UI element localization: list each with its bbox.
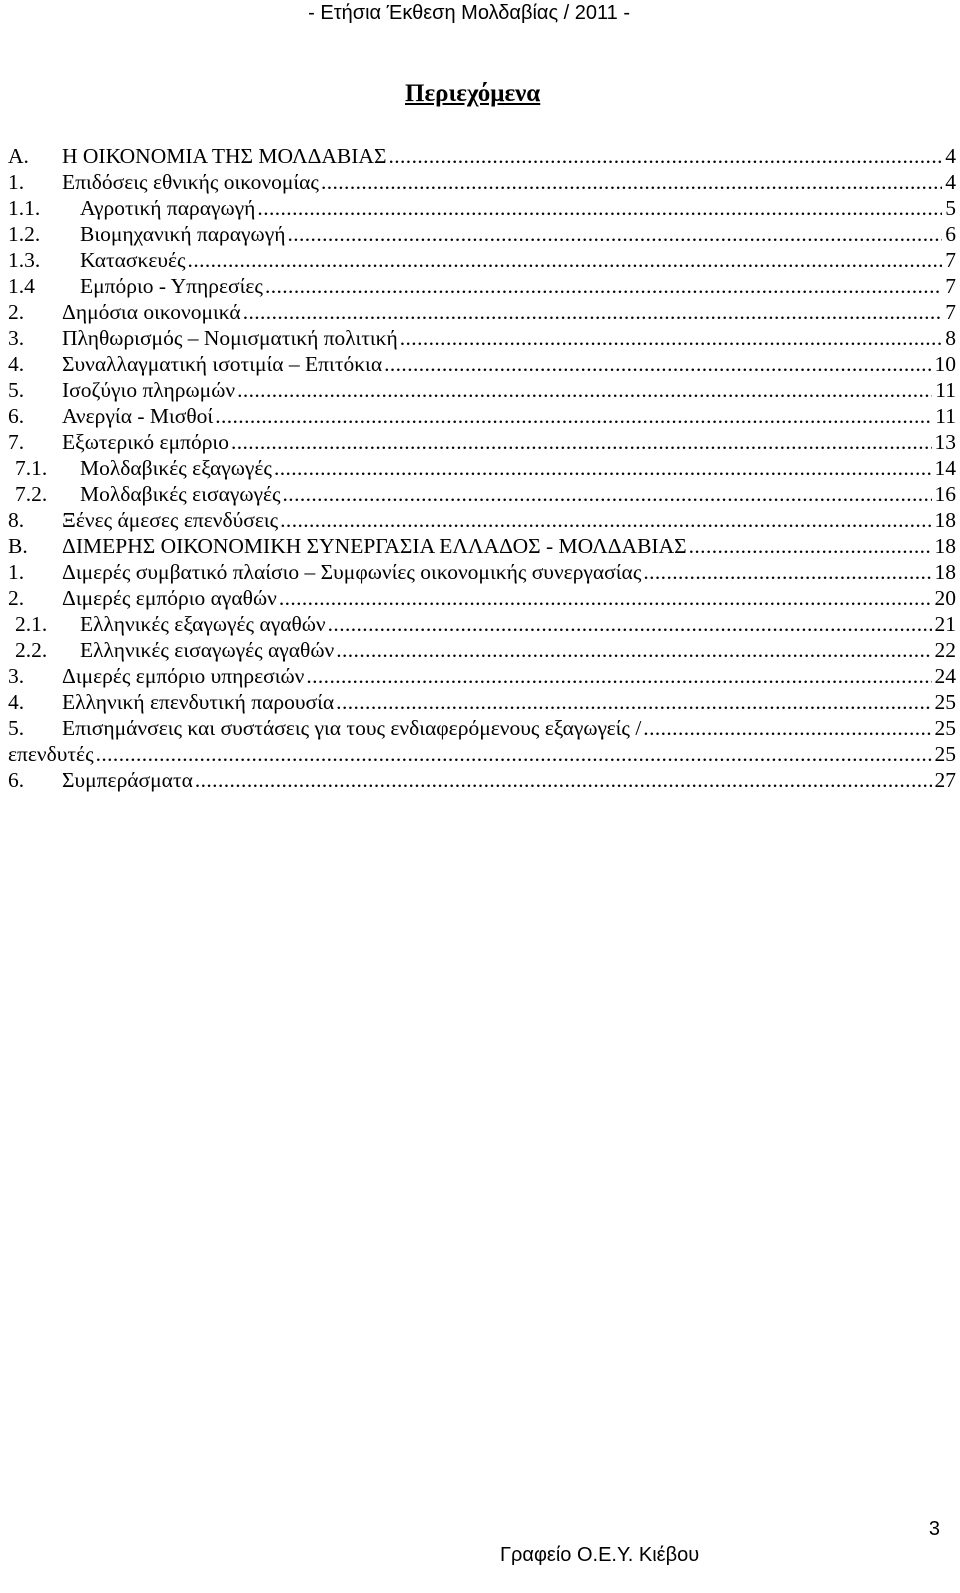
- toc-dot-leader: [643, 715, 931, 741]
- toc-dot-leader: [265, 273, 942, 299]
- toc-entry-line: [80, 637, 956, 663]
- toc-entry-page: 18: [934, 560, 956, 584]
- toc-entry-page: 13: [934, 430, 956, 454]
- toc-entry-page: 25: [934, 716, 956, 740]
- toc-entry-title: Ελληνικές εισαγωγές αγαθών: [80, 638, 335, 662]
- toc-entry-title: Πληθωρισμός – Νομισματική πολιτική: [62, 326, 398, 350]
- toc-entry[interactable]: [8, 351, 956, 377]
- toc-entry-page: 21: [934, 612, 956, 636]
- toc-entry-number: 6.: [8, 404, 25, 428]
- toc-entry[interactable]: [8, 455, 956, 481]
- toc-dot-leader: [328, 611, 932, 637]
- footer-office: Γραφείο Ο.Ε.Υ. Κιέβου: [500, 1544, 700, 1566]
- toc-entry-page: 14: [934, 456, 956, 480]
- toc-entry-number: 8.: [8, 508, 25, 532]
- toc-entry-number: 3.: [8, 664, 25, 688]
- toc-entry-page: 7: [945, 248, 956, 272]
- toc-dot-leader: [237, 377, 932, 403]
- table-of-contents: [8, 143, 956, 793]
- toc-entry-line: [80, 273, 956, 299]
- toc-entry-page: 22: [934, 638, 956, 662]
- toc-entry-number: 7.: [8, 430, 25, 454]
- toc-dot-leader: [215, 403, 932, 429]
- toc-entry-line: [62, 507, 956, 533]
- toc-entry-page: 27: [934, 768, 956, 792]
- toc-entry-number: 5.: [8, 716, 25, 740]
- toc-entry-page: 10: [934, 352, 956, 376]
- toc-entry-number: 4.: [8, 690, 25, 714]
- toc-entry-number: 3.: [8, 326, 25, 350]
- toc-entry-title: Ανεργία - Μισθοί: [62, 404, 214, 428]
- toc-entry-line: [62, 559, 956, 585]
- toc-entry[interactable]: [8, 637, 956, 663]
- toc-entry[interactable]: [8, 273, 956, 299]
- toc-entry-line: [62, 143, 956, 169]
- toc-entry-number: 1.1.: [8, 196, 41, 220]
- toc-entry-line: [62, 377, 956, 403]
- toc-entry-page: 7: [945, 300, 956, 324]
- toc-entry-page: 8: [945, 326, 956, 350]
- toc-dot-leader: [274, 455, 932, 481]
- toc-entry[interactable]: [8, 507, 956, 533]
- toc-dot-leader: [243, 299, 943, 325]
- toc-entry-number: 1.2.: [8, 222, 41, 246]
- toc-dot-leader: [188, 247, 943, 273]
- toc-entry-line: [62, 689, 956, 715]
- toc-entry-title: Η ΟΙΚΟΝΟΜΙΑ ΤΗΣ ΜΟΛΔΑΒΙΑΣ: [62, 144, 387, 168]
- toc-entry-page: 18: [934, 534, 956, 558]
- toc-entry[interactable]: [8, 195, 956, 221]
- toc-entry-title: ΔΙΜΕΡΗΣ ΟΙΚΟΝΟΜΙΚΗ ΣΥΝΕΡΓΑΣΙΑ ΕΛΛΑΔΟΣ - ΜΟΛΔΑΒΙΑΣ: [62, 534, 687, 558]
- running-header: - Ετήσια Έκθεση Μολδαβίας / 2011 -: [308, 2, 630, 24]
- toc-entry-number: A.: [8, 144, 29, 168]
- toc-entry[interactable]: [8, 559, 956, 585]
- toc-entry-number: 2.2.: [15, 638, 48, 662]
- toc-entry-page: 5: [945, 196, 956, 220]
- toc-entry[interactable]: [8, 221, 956, 247]
- toc-entry-page: 4: [945, 170, 956, 194]
- toc-entry-line: [8, 741, 956, 767]
- toc-dot-leader: [195, 767, 932, 793]
- toc-entry-title: Εξωτερικό εμπόριο: [62, 430, 229, 454]
- toc-entry-title: Ελληνική επενδυτική παρουσία: [62, 690, 335, 714]
- toc-dot-leader: [283, 481, 932, 507]
- toc-entry-title: Διμερές συμβατικό πλαίσιο – Συμφωνίες οικονομικής συνεργασίας: [62, 560, 642, 584]
- toc-entry-page: 24: [934, 664, 956, 688]
- toc-entry-number: 1.: [8, 170, 25, 194]
- toc-entry-page: 25: [934, 742, 956, 766]
- toc-entry-line: [80, 481, 956, 507]
- toc-entry-title: Ξένες άμεσες επενδύσεις: [62, 508, 279, 532]
- toc-entry-number: 1.4: [8, 274, 35, 298]
- toc-dot-leader: [388, 143, 942, 169]
- toc-dot-leader: [96, 741, 932, 767]
- toc-title: Περιεχόμενα: [405, 80, 541, 107]
- toc-entry-page: 18: [934, 508, 956, 532]
- toc-entry-line: [62, 533, 956, 559]
- toc-entry-number: 5.: [8, 378, 25, 402]
- toc-dot-leader: [279, 585, 932, 611]
- toc-entry-line: [62, 169, 956, 195]
- toc-dot-leader: [689, 533, 932, 559]
- toc-entry-line: [62, 715, 956, 741]
- toc-dot-leader: [321, 169, 942, 195]
- toc-entry-title: Δημόσια οικονομικά: [62, 300, 241, 324]
- toc-entry-line: [62, 767, 956, 793]
- toc-entry-number: 4.: [8, 352, 25, 376]
- toc-entry-line: [80, 221, 956, 247]
- toc-entry-line: [62, 429, 956, 455]
- toc-entry-title: Συμπεράσματα: [62, 768, 193, 792]
- toc-dot-leader: [336, 689, 931, 715]
- toc-entry-line: [62, 403, 956, 429]
- page-number: 3: [928, 1518, 940, 1540]
- toc-entry[interactable]: [8, 247, 956, 273]
- toc-entry[interactable]: [8, 169, 956, 195]
- toc-entry[interactable]: [8, 663, 956, 689]
- toc-entry-title: Διμερές εμπόριο αγαθών: [62, 586, 277, 610]
- toc-entry-page: 6: [945, 222, 956, 246]
- toc-entry-page: 4: [945, 144, 956, 168]
- toc-entry-title: Επισημάνσεις και συστάσεις για τους ενδιαφερόμενους εξαγωγείς /: [62, 716, 642, 740]
- toc-entry-title: Ελληνικές εξαγωγές αγαθών: [80, 612, 326, 636]
- toc-dot-leader: [643, 559, 931, 585]
- toc-entry-title: Κατασκευές: [80, 248, 186, 272]
- toc-entry-number: 2.1.: [15, 612, 48, 636]
- toc-entry-title: Διμερές εμπόριο υπηρεσιών: [62, 664, 305, 688]
- toc-entry-page: 20: [934, 586, 956, 610]
- toc-entry-line: [80, 195, 956, 221]
- toc-entry-title: Εμπόριο - Υπηρεσίες: [80, 274, 263, 298]
- toc-entry[interactable]: [8, 403, 956, 429]
- toc-entry-page: 11: [935, 404, 956, 428]
- toc-entry[interactable]: [8, 689, 956, 715]
- toc-dot-leader: [336, 637, 931, 663]
- toc-dot-leader: [306, 663, 931, 689]
- toc-entry-line: [62, 325, 956, 351]
- toc-entry-number: 2.: [8, 300, 25, 324]
- toc-dot-leader: [280, 507, 931, 533]
- toc-dot-leader: [400, 325, 943, 351]
- toc-entry-page: 7: [945, 274, 956, 298]
- toc-entry-number: 7.2.: [15, 482, 48, 506]
- toc-entry[interactable]: [8, 377, 956, 403]
- toc-dot-leader: [384, 351, 931, 377]
- toc-entry-title: Συναλλαγματική ισοτιμία – Επιτόκια: [62, 352, 383, 376]
- toc-dot-leader: [231, 429, 932, 455]
- toc-entry-number: B.: [8, 534, 28, 558]
- toc-entry-number: 6.: [8, 768, 25, 792]
- toc-entry-number: 1.: [8, 560, 25, 584]
- toc-entry-title: Μολδαβικές εξαγωγές: [80, 456, 272, 480]
- toc-entry[interactable]: [8, 715, 956, 741]
- toc-entry-line: [80, 611, 956, 637]
- toc-entry-title: Αγροτική παραγωγή: [80, 196, 256, 220]
- toc-entry-title: επενδυτές: [8, 742, 94, 766]
- toc-entry[interactable]: [8, 299, 956, 325]
- toc-entry-title: Βιομηχανική παραγωγή: [80, 222, 286, 246]
- toc-entry-page: 16: [934, 482, 956, 506]
- toc-entry-line: [80, 247, 956, 273]
- toc-entry[interactable]: [8, 533, 956, 559]
- toc-entry-title: Επιδόσεις εθνικής οικονομίας: [62, 170, 319, 194]
- toc-entry-line: [62, 299, 956, 325]
- toc-entry-title: Μολδαβικές εισαγωγές: [80, 482, 281, 506]
- toc-entry[interactable]: [8, 143, 956, 169]
- toc-entry-line: [62, 585, 956, 611]
- toc-entry-line: [62, 351, 956, 377]
- toc-dot-leader: [257, 195, 942, 221]
- toc-entry-number: 7.1.: [15, 456, 48, 480]
- toc-entry-title: Ισοζύγιο πληρωμών: [62, 378, 236, 402]
- toc-entry[interactable]: [8, 325, 956, 351]
- toc-entry[interactable]: [8, 481, 956, 507]
- toc-entry-line: [80, 455, 956, 481]
- toc-entry-page: 11: [935, 378, 956, 402]
- toc-dot-leader: [287, 221, 942, 247]
- toc-entry[interactable]: [8, 611, 956, 637]
- toc-entry[interactable]: [8, 767, 956, 793]
- toc-entry[interactable]: [8, 429, 956, 455]
- toc-entry-number: 2.: [8, 586, 25, 610]
- toc-entry-line: [62, 663, 956, 689]
- toc-entry-number: 1.3.: [8, 248, 41, 272]
- toc-entry-page: 25: [934, 690, 956, 714]
- toc-entry[interactable]: [8, 585, 956, 611]
- toc-entry[interactable]: [8, 741, 956, 767]
